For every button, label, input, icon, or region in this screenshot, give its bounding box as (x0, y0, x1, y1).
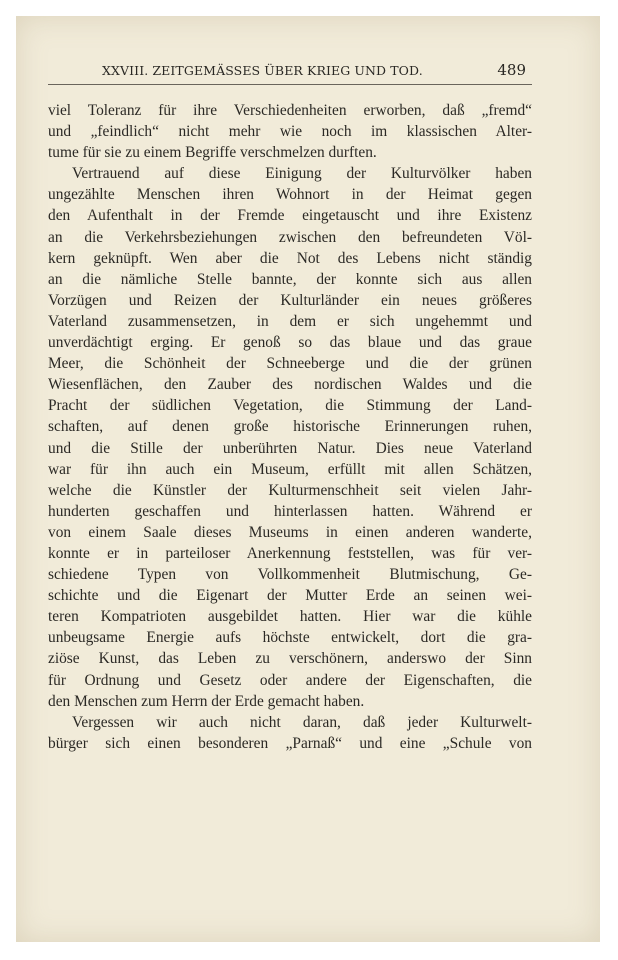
running-title: XXVIII. ZEITGEMÄSSES ÜBER KRIEG UND TOD. (102, 63, 423, 78)
text-line: teren Kompatrioten ausgebildet hatten. Hier war die kühle (48, 608, 532, 626)
text-line: viel Toleranz für ihre Verschiedenheiten erworben, daß „fremd“ (48, 102, 532, 119)
text-line: tume für sie zu einem Begriffe verschmelzen durften. (48, 144, 377, 162)
text-line: den Menschen zum Herrn der Erde gemacht haben. (48, 692, 365, 710)
text-line: bürger sich einen besonderen „Parnaß“ und eine „Schule von (48, 734, 532, 752)
text-line: und „feindlich“ nicht mehr wie noch im klassischen Alter- (48, 123, 532, 141)
text-line: Vertrauend auf diese Einigung der Kulturvölker haben (72, 165, 532, 183)
running-header (48, 62, 532, 85)
text-line: konnte er in parteiloser Anerkennung feststellen, was für ver- (48, 544, 532, 562)
text-line: schaften, auf denen große historische Erinnerungen ruhen, (48, 418, 532, 436)
text-line: ungezählte Menschen ihren Wohnort in der Heimat gegen (48, 186, 532, 204)
body-text (48, 100, 532, 754)
page-number: 489 (497, 61, 526, 79)
text-line: Wiesenflächen, den Zauber des nordischen Waldes und die (48, 376, 532, 394)
text-line: Vorzügen und Reizen der Kulturländer ein neues größeres (48, 291, 532, 309)
text-line: Vergessen wir auch nicht daran, daß jeder Kulturwelt- (72, 713, 532, 731)
text-line: Pracht der südlichen Vegetation, die Stimmung der Land- (48, 397, 532, 415)
text-line: Vaterland zusammensetzen, in dem er sich ungehemmt und (48, 312, 532, 330)
text-line: für Ordnung und Gesetz oder andere der Eigenschaften, die (48, 671, 532, 689)
text-line: den Aufenthalt in der Fremde eingetauscht und ihre Existenz (48, 207, 532, 225)
text-line: von einem Saale dieses Museums in einen anderen wanderte, (48, 523, 532, 541)
text-line: unverdächtigt erging. Er genoß so das blaue und das graue (48, 334, 532, 352)
text-line: Meer, die Schönheit der Schneeberge und die der grünen (48, 355, 532, 373)
text-line: welche die Künstler der Kulturmenschheit seit vielen Jahr- (48, 481, 532, 499)
text-line: und die Stille der unberührten Natur. Dies neue Vaterland (48, 439, 532, 457)
text-line: hunderten geschaffen und hinterlassen hatten. Während er (48, 502, 532, 520)
text-line: ziöse Kunst, das Leben zu verschönern, anderswo der Sinn (48, 650, 532, 668)
text-line: an die nämliche Stelle bannte, der konnte sich aus allen (48, 270, 532, 288)
text-line: schiedene Typen von Vollkommenheit Blutmischung, Ge- (48, 566, 532, 584)
text-line: unbeugsame Energie aufs höchste entwickelt, dort die gra- (48, 629, 532, 647)
text-line: an die Verkehrsbeziehungen zwischen den befreundeten Völ- (48, 228, 532, 246)
text-line: kern geknüpft. Wen aber die Not des Lebens nicht ständig (48, 249, 532, 267)
text-line: schichte und die Eigenart der Mutter Erde an seinen wei- (48, 587, 532, 605)
text-line: war für ihn auch ein Museum, erfüllt mit allen Schätzen, (48, 460, 532, 478)
